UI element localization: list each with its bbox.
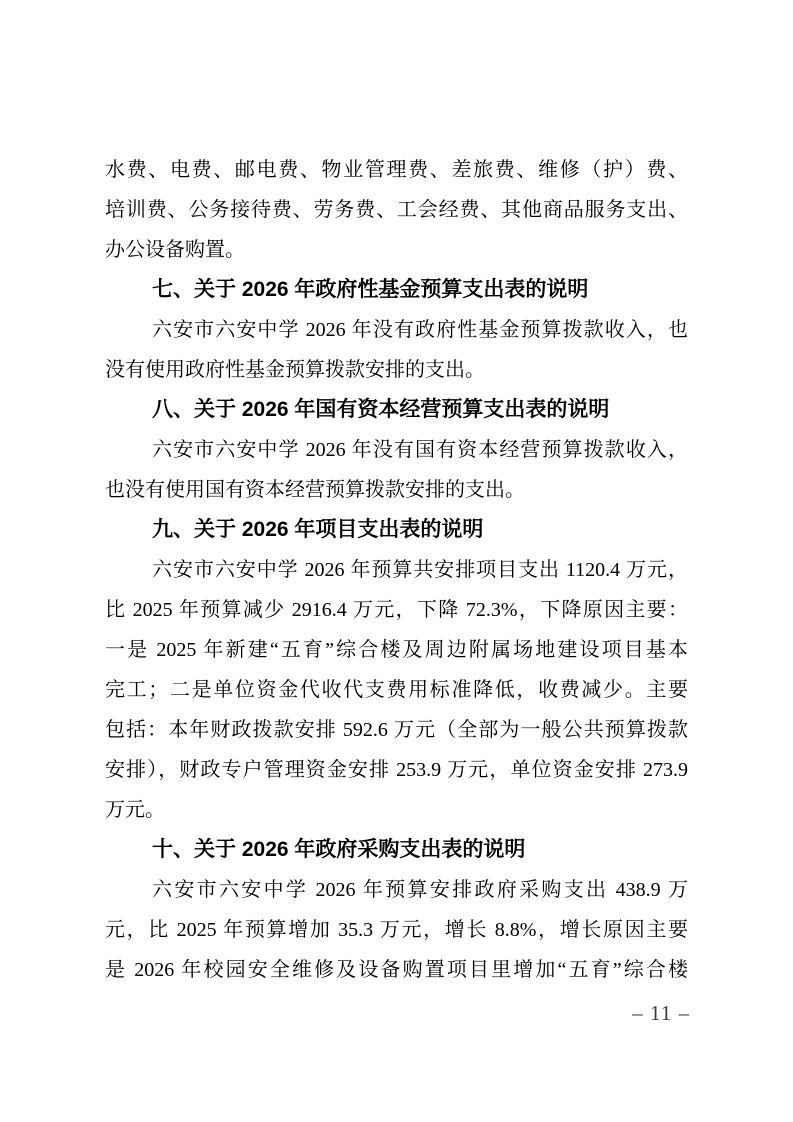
continuation-line: 办公设备购置。 (105, 239, 245, 261)
body-line: 六安市六安中学 2026 年预算共安排项目支出 1120.4 万元， (152, 559, 688, 581)
body-line: 比 2025 年预算减少 2916.4 万元，下降 72.3%，下降原因主要： (105, 599, 688, 621)
body-line: 也没有使用国有资本经营预算拨款安排的支出。 (105, 479, 525, 501)
body-line: 安排），财政专户管理资金安排 253.9 万元，单位资金安排 273.9 (105, 759, 688, 781)
document-content (105, 150, 688, 990)
body-line: 没有使用政府性基金预算拨款安排的支出。 (105, 359, 485, 381)
section-heading: 九、关于 2026 年项目支出表的说明 (152, 518, 484, 541)
body-line: 包括：本年财政拨款安排 592.6 万元（全部为一般公共预算拨款 (105, 719, 688, 741)
section-state-capital-budget (105, 390, 688, 510)
body-line: 完工；二是单位资金代收代支费用标准降低，收费减少。主要 (105, 679, 688, 701)
body-line: 万元。 (105, 799, 165, 821)
body-line: 是 2026 年校园安全维修及设备购置项目里增加“五育”综合楼 (105, 959, 688, 981)
section-heading: 七、关于 2026 年政府性基金预算支出表的说明 (152, 278, 589, 301)
section-heading: 十、关于 2026 年政府采购支出表的说明 (152, 838, 526, 861)
section-gov-fund-budget (105, 270, 688, 390)
body-line: 六安市六安中学 2026 年没有政府性基金预算拨款收入，也 (152, 319, 688, 341)
section-heading: 八、关于 2026 年国有资本经营预算支出表的说明 (152, 398, 610, 421)
section-project-expenditure (105, 510, 688, 830)
section-gov-procurement (105, 830, 688, 990)
body-line: 六安市六安中学 2026 年没有国有资本经营预算拨款收入， (152, 439, 688, 461)
body-line: 元，比 2025 年预算增加 35.3 万元，增长 8.8%，增长原因主要 (105, 919, 688, 941)
continuation-line: 培训费、公务接待费、劳务费、工会经费、其他商品服务支出、 (105, 199, 688, 221)
continuation-paragraph (105, 150, 688, 270)
body-line: 一是 2025 年新建“五育”综合楼及周边附属场地建设项目基本 (105, 639, 688, 661)
page-number: – 11 – (632, 1001, 690, 1025)
body-line: 六安市六安中学 2026 年预算安排政府采购支出 438.9 万 (152, 879, 688, 901)
continuation-line: 水费、电费、邮电费、物业管理费、差旅费、维修（护）费、 (105, 159, 688, 181)
